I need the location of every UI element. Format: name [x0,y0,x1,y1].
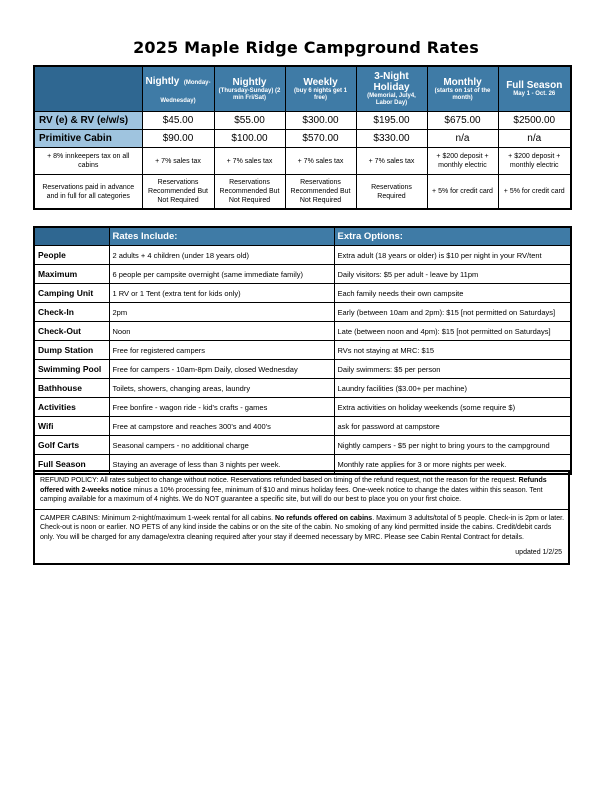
extra-cell: ask for password at campstore [334,417,571,436]
table-row [34,360,571,379]
note-cell: + 7% sales tax [142,148,214,175]
note-cell: Reservations Recommended But Not Required [285,175,356,210]
includes-table [33,226,572,475]
table-row [34,322,571,341]
note-cell: + 8% innkeepers tax on all cabins [34,148,142,175]
note-cell: + $200 deposit + monthly electric [498,148,571,175]
extra-cell: Daily visitors: $5 per adult - leave by 11pm [334,265,571,284]
extra-cell: Daily swimmers: $5 per person [334,360,571,379]
rates-header-nightly-weekend: Nightly (Thursday-Sunday) (2 min Fri/Sat) [214,66,285,112]
includes-header-extras: Extra Options: [334,227,571,246]
extra-cell: RVs not staying at MRC: $15 [334,341,571,360]
note-cell: Reservations Required [356,175,427,210]
note-cell: Reservations paid in advance and in full for all categories [34,175,142,210]
extra-cell: Each family needs their own campsite [334,284,571,303]
table-row [34,436,571,455]
include-cell: 2 adults + 4 children (under 18 years old) [109,246,334,265]
note-cell: + 7% sales tax [285,148,356,175]
rates-table [33,65,572,210]
price-cell: $675.00 [427,112,498,130]
price-cell: $45.00 [142,112,214,130]
price-cell: $300.00 [285,112,356,130]
note-cell: + $200 deposit + monthly electric [427,148,498,175]
price-cell: n/a [498,130,571,148]
row-label: Wifi [34,417,109,436]
note-cell: + 5% for credit card [498,175,571,210]
note-cell: + 5% for credit card [427,175,498,210]
include-cell: 2pm [109,303,334,322]
price-cell: n/a [427,130,498,148]
extra-cell: Monthly rate applies for 3 or more nights per week. [334,455,571,475]
row-label: Maximum [34,265,109,284]
row-label: People [34,246,109,265]
rates-row-taxes [34,148,571,175]
includes-header-rates: Rates Include: [109,227,334,246]
rates-header-nightly-weekday: Nightly (Monday-Wednesday) [142,66,214,112]
row-label: Golf Carts [34,436,109,455]
row-label: Full Season [34,455,109,475]
include-cell: Free for registered campers [109,341,334,360]
row-label: Check-In [34,303,109,322]
price-cell: $330.00 [356,130,427,148]
table-row [34,398,571,417]
row-label: Primitive Cabin [34,130,142,148]
note-cell: Reservations Recommended But Not Required [142,175,214,210]
rates-row-reservations [34,175,571,210]
rates-row-rv [34,112,571,130]
include-cell: Staying an average of less than 3 nights per week. [109,455,334,475]
price-cell: $2500.00 [498,112,571,130]
table-row [34,417,571,436]
table-row [34,246,571,265]
price-cell: $55.00 [214,112,285,130]
refund-policy: REFUND POLICY: All rates subject to change without notice. Reservations refunded based on timing of the refund request, not the reason for the request. Refunds offered with 2-weeks notice minus a 10% processing fee, minimum of $10 and minus holiday fees. One-week notice to change the dates within this season. Tent camping available for a maximum of 4 nights. We do NOT guarantee a specific site, but will do our best to place you on your first choice. [40,477,547,503]
table-row [34,284,571,303]
rates-header-row [34,66,571,112]
include-cell: 1 RV or 1 Tent (extra tent for kids only) [109,284,334,303]
rates-header-monthly: Monthly (starts on 1st of the month) [427,66,498,112]
rates-row-cabin [34,130,571,148]
include-cell: Free at campstore and reaches 300's and 400's [109,417,334,436]
row-label: Dump Station [34,341,109,360]
rates-header-holiday: 3-Night Holiday (Memorial, July4, Labor Day) [356,66,427,112]
table-row [34,303,571,322]
row-label: Activities [34,398,109,417]
table-row [34,379,571,398]
includes-header-row [34,227,571,246]
includes-corner-cell [34,227,109,246]
table-row [34,341,571,360]
price-cell: $195.00 [356,112,427,130]
policy-box [33,470,570,565]
note-cell: + 7% sales tax [214,148,285,175]
rates-corner-cell [34,66,142,112]
extra-cell: Nightly campers - $5 per night to bring yours to the campground [334,436,571,455]
include-cell: 6 people per campsite overnight (same immediate family) [109,265,334,284]
rates-header-full-season: Full Season May 1 - Oct. 26 [498,66,571,112]
extra-cell: Extra adult (18 years or older) is $10 per night in your RV/tent [334,246,571,265]
include-cell: Free bonfire - wagon ride - kid's crafts - games [109,398,334,417]
include-cell: Toilets, showers, changing areas, laundry [109,379,334,398]
camper-cabins-policy: CAMPER CABINS: Minimum 2-night/maximum 1-week rental for all cabins. No refunds offered on cabins. Maximum 3 adults/total of 5 people. Check-in is 2pm or later. Check-out is noon or earlier. NO PETS of any kind inside the cabins or on the site of the cabin. No smoking of any kind permitted inside the cabins. Credit/debit cards only. You will be charged for any damage/extra cleaning required after your stay if deemed necessary by MRC. Please see Cabin Rental Contract for details. [35,509,568,547]
updated-date: updated 1/2/25 [515,549,562,556]
include-cell: Seasonal campers - no additional charge [109,436,334,455]
extra-cell: Early (between 10am and 2pm): $15 [not permitted on Saturdays] [334,303,571,322]
price-cell: $100.00 [214,130,285,148]
price-cell: $570.00 [285,130,356,148]
note-cell: + 7% sales tax [356,148,427,175]
row-label: RV (e) & RV (e/w/s) [34,112,142,130]
include-cell: Noon [109,322,334,341]
row-label: Bathhouse [34,379,109,398]
include-cell: Free for campers - 10am-8pm Daily, closed Wednesday [109,360,334,379]
price-cell: $90.00 [142,130,214,148]
page-title: 2025 Maple Ridge Campground Rates [133,38,479,57]
row-label: Check-Out [34,322,109,341]
note-cell: Reservations Recommended But Not Required [214,175,285,210]
extra-cell: Extra activities on holiday weekends (some require $) [334,398,571,417]
row-label: Camping Unit [34,284,109,303]
row-label: Swimming Pool [34,360,109,379]
extra-cell: Laundry facilities ($3.00+ per machine) [334,379,571,398]
extra-cell: Late (between noon and 4pm): $15 [not permitted on Saturdays] [334,322,571,341]
rates-header-weekly: Weekly (buy 6 nights get 1 free) [285,66,356,112]
table-row [34,265,571,284]
